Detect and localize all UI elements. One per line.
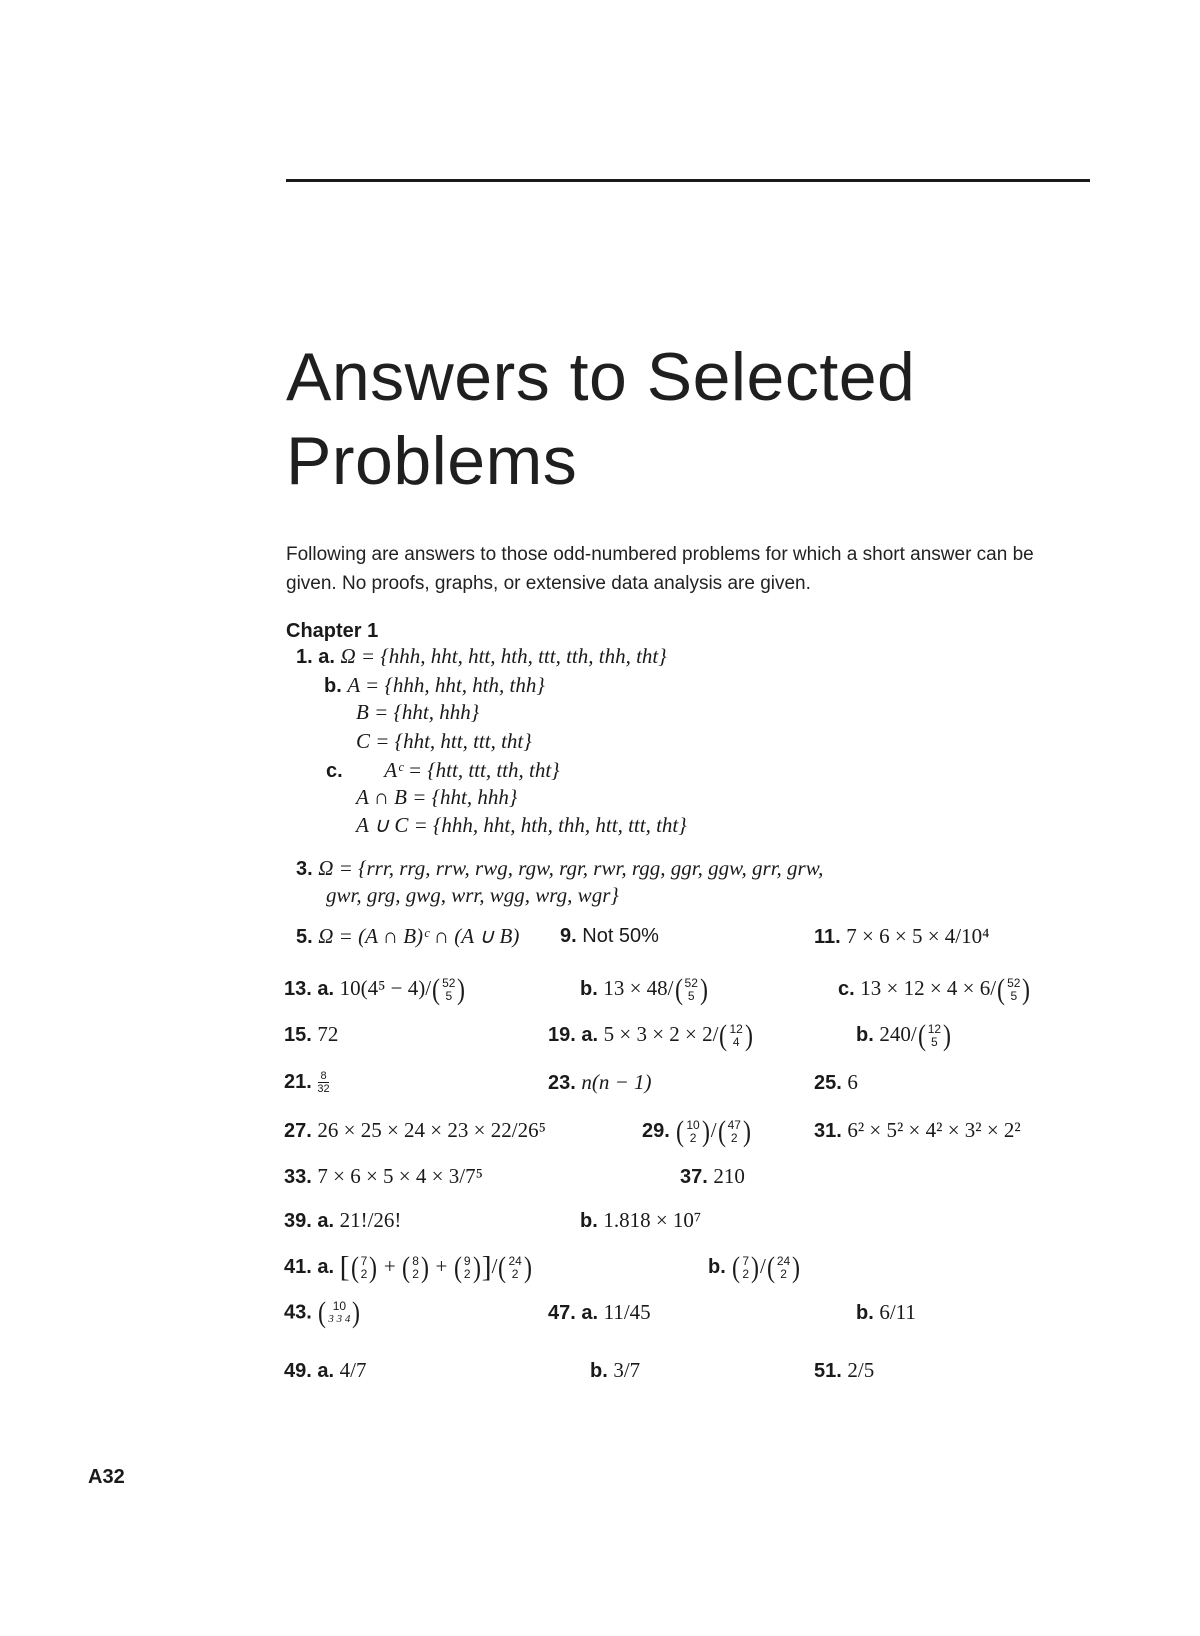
answer-49b bbox=[590, 1356, 640, 1385]
binomial: ( 52 5 ) bbox=[674, 972, 708, 1006]
answer-1a bbox=[296, 642, 667, 671]
answer-11 bbox=[814, 922, 989, 951]
binomial: ( 7 2 ) bbox=[732, 1250, 760, 1284]
answer-25 bbox=[814, 1068, 858, 1097]
answer-text: B = {hht, hhh} bbox=[356, 700, 480, 724]
answer-13a bbox=[284, 974, 466, 1005]
answer-label: 13. a. bbox=[284, 978, 335, 1000]
answer-label: b. bbox=[856, 1024, 874, 1046]
answer-label: 43. bbox=[284, 1301, 312, 1324]
answer-label: 51. bbox=[814, 1360, 842, 1382]
answer-label: 1. a. bbox=[296, 646, 335, 668]
binomial: ( 12 4 ) bbox=[719, 1018, 753, 1052]
answer-19a bbox=[548, 1020, 754, 1051]
binomial: ( 10 3 3 4 ) bbox=[318, 1296, 361, 1329]
answer-label: 49. a. bbox=[284, 1360, 335, 1382]
answer-text: 21!/26! bbox=[339, 1208, 402, 1232]
answer-label: 5. bbox=[296, 926, 313, 948]
answer-label: b. bbox=[856, 1302, 874, 1324]
answer-text: 2/5 bbox=[847, 1358, 875, 1382]
answer-47a bbox=[548, 1298, 651, 1327]
answer-text: 72 bbox=[317, 1022, 339, 1046]
answer-label: 27. bbox=[284, 1120, 312, 1142]
binomial: ( 24 2 ) bbox=[498, 1250, 532, 1284]
answer-19b bbox=[856, 1020, 952, 1051]
answer-13b bbox=[580, 974, 709, 1005]
answer-label: 19. a. bbox=[548, 1024, 599, 1046]
answer-label: b. bbox=[590, 1360, 608, 1382]
answer-43 bbox=[284, 1298, 361, 1328]
answer-text: 1.818 × 10⁷ bbox=[603, 1208, 702, 1232]
binomial: ( 47 2 ) bbox=[717, 1114, 751, 1148]
answer-text: 26 × 25 × 24 × 23 × 22/26⁵ bbox=[317, 1118, 546, 1142]
answer-1b bbox=[324, 671, 545, 700]
binomial: ( 7 2 ) bbox=[350, 1250, 378, 1284]
answer-31 bbox=[814, 1116, 1021, 1145]
answer-label: c. bbox=[326, 760, 343, 782]
answer-33 bbox=[284, 1162, 483, 1191]
answer-text: Aᶜ = {htt, ttt, tth, tht} bbox=[384, 758, 560, 782]
answer-49a bbox=[284, 1356, 366, 1385]
answer-29: 29. ( 10 2 ) / ( 47 2 ) bbox=[642, 1114, 751, 1148]
answer-label: 29. bbox=[642, 1120, 670, 1142]
answer-label: b. bbox=[580, 1210, 598, 1232]
answer-text: 7 × 6 × 5 × 4 × 3/7⁵ bbox=[317, 1164, 483, 1188]
answer-text: A ∩ B = {hht, hhh} bbox=[356, 785, 518, 809]
answer-label: 9. bbox=[560, 925, 577, 947]
answer-label: 31. bbox=[814, 1120, 842, 1142]
answer-text: A ∪ C = {hhh, hht, hth, thh, htt, ttt, tht} bbox=[356, 813, 687, 837]
answer-3-cont bbox=[326, 881, 619, 910]
answer-text: Ω = (A ∩ B)ᶜ ∩ (A ∪ B) bbox=[318, 924, 520, 948]
answer-text: 5 × 3 × 2 × 2/ bbox=[603, 1022, 719, 1046]
answer-27 bbox=[284, 1116, 546, 1145]
answer-text: Not 50% bbox=[582, 925, 659, 947]
binomial: ( 52 5 ) bbox=[432, 972, 466, 1006]
answer-text: A = {hhh, hht, hth, thh} bbox=[347, 673, 545, 697]
answer-13c bbox=[838, 974, 1031, 1005]
answer-text: gwr, grg, gwg, wrr, wgg, wrg, wgr} bbox=[326, 883, 619, 907]
answer-23 bbox=[548, 1068, 652, 1097]
answer-1b-C bbox=[356, 727, 532, 756]
top-rule bbox=[286, 179, 1090, 182]
binomial: ( 9 2 ) bbox=[453, 1250, 481, 1284]
answer-text: 11/45 bbox=[603, 1300, 651, 1324]
answer-1b-B bbox=[356, 698, 479, 727]
answer-41a: 41. a. [ ( 7 2 ) + ( 8 2 ) + ( 9 2 ) ]/ ( 24 2 ) bbox=[284, 1250, 532, 1284]
answer-1c-AuC bbox=[356, 811, 687, 840]
answer-label: 23. bbox=[548, 1072, 576, 1094]
answer-text: Ω = {hhh, hht, htt, hth, ttt, tth, thh, tht} bbox=[340, 644, 667, 668]
answer-text: 6/11 bbox=[879, 1300, 916, 1324]
answer-label: 41. a. bbox=[284, 1256, 335, 1278]
binomial: ( 8 2 ) bbox=[402, 1250, 429, 1284]
page-number: A32 bbox=[88, 1466, 125, 1488]
answer-label: c. bbox=[838, 978, 855, 1000]
answer-label: b. bbox=[708, 1256, 726, 1278]
binomial: ( 24 2 ) bbox=[766, 1250, 801, 1284]
binomial: ( 12 5 ) bbox=[917, 1018, 952, 1052]
answer-text: 240/ bbox=[879, 1022, 917, 1046]
answer-37 bbox=[680, 1162, 745, 1191]
answer-text: 6² × 5² × 4² × 3² × 2² bbox=[847, 1118, 1021, 1142]
answer-label: b. bbox=[580, 978, 598, 1000]
answer-label: 15. bbox=[284, 1024, 312, 1046]
answer-label: 33. bbox=[284, 1166, 312, 1188]
answer-text: C = {hht, htt, ttt, tht} bbox=[356, 729, 532, 753]
intro-paragraph: Following are answers to those odd-numbered problems for which a short answer can be given. No proofs, graphs, or extensive data analysis are given. bbox=[286, 544, 1034, 594]
answer-text: 6 bbox=[847, 1070, 858, 1094]
answer-label: 39. a. bbox=[284, 1210, 335, 1232]
answer-text: 4/7 bbox=[339, 1358, 367, 1382]
answer-9 bbox=[560, 922, 659, 950]
answer-1c-AnB bbox=[356, 783, 517, 812]
answer-47b bbox=[856, 1298, 916, 1327]
answer-label: 3. bbox=[296, 858, 313, 880]
page-title: Answers to Selected Problems bbox=[286, 339, 916, 499]
answer-51 bbox=[814, 1356, 874, 1385]
answer-5 bbox=[296, 922, 519, 951]
answer-3 bbox=[296, 854, 823, 883]
answer-21 bbox=[284, 1068, 330, 1096]
answer-label: 21. bbox=[284, 1071, 312, 1093]
answer-label: 47. a. bbox=[548, 1302, 599, 1324]
chapter-heading: Chapter 1 bbox=[286, 620, 379, 642]
answer-text: 210 bbox=[713, 1164, 745, 1188]
answer-text: Ω = {rrr, rrg, rrw, rwg, rgw, rgr, rwr, rgg, ggr, ggw, grr, grw, bbox=[318, 856, 824, 880]
binomial: ( 52 5 ) bbox=[997, 972, 1031, 1006]
answer-text: n(n − 1) bbox=[581, 1070, 652, 1094]
answer-39b bbox=[580, 1206, 701, 1235]
answer-39a bbox=[284, 1206, 401, 1235]
answer-text: 3/7 bbox=[613, 1358, 641, 1382]
answer-text: 13 × 48/ bbox=[603, 976, 674, 1000]
answer-label: 11. bbox=[814, 926, 841, 948]
answer-text: 7 × 6 × 5 × 4/10⁴ bbox=[846, 924, 990, 948]
answer-15 bbox=[284, 1020, 338, 1049]
answer-label: b. bbox=[324, 675, 342, 697]
answer-text: 13 × 12 × 4 × 6/ bbox=[860, 976, 997, 1000]
answer-1c bbox=[326, 756, 560, 785]
fraction: $\frac{8}{32}$ bbox=[317, 1070, 330, 1096]
binomial: ( 10 2 ) bbox=[676, 1114, 710, 1148]
answer-41b: b. ( 7 2 ) / ( 24 2 ) bbox=[708, 1250, 801, 1284]
answer-label: 37. bbox=[680, 1166, 708, 1188]
answer-label: 25. bbox=[814, 1072, 842, 1094]
answer-text: 10(4⁵ − 4)/ bbox=[339, 976, 432, 1000]
